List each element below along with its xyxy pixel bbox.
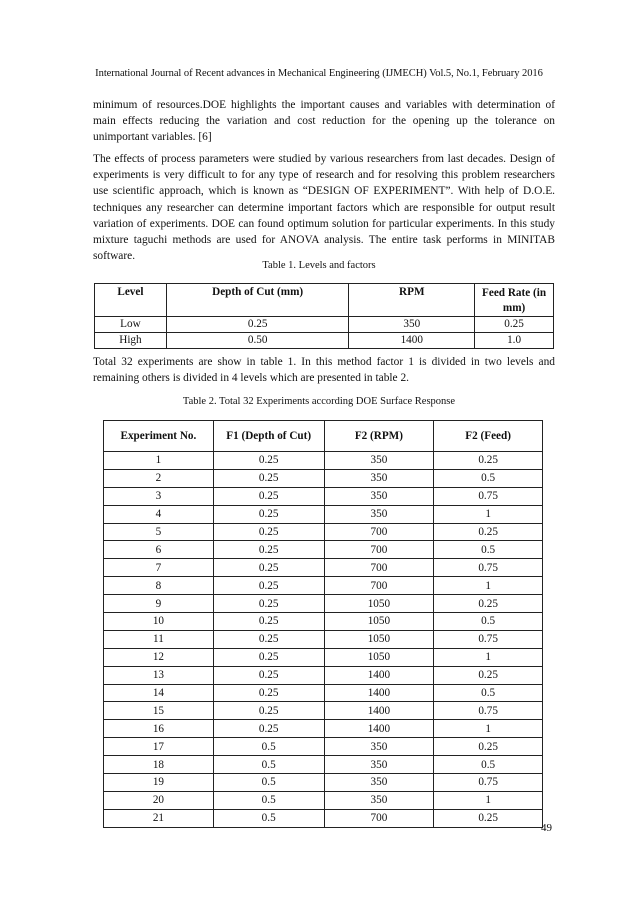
table-cell: 0.5 (434, 469, 543, 487)
table-row (104, 684, 543, 702)
table-cell: 0.25 (434, 809, 543, 827)
table2-header-cell: F2 (RPM) (324, 421, 434, 452)
page-number: 49 (541, 822, 552, 834)
table-cell: 1 (104, 452, 214, 470)
table-cell: 0.25 (213, 595, 324, 613)
table-cell: 0.25 (213, 541, 324, 559)
levels-factors-table (94, 283, 554, 349)
table-row (104, 541, 543, 559)
table-cell: 18 (104, 756, 214, 774)
table-cell: 0.25 (434, 523, 543, 541)
table-cell: 350 (324, 487, 434, 505)
table-row (95, 333, 554, 349)
table-cell: 1400 (324, 720, 434, 738)
table-cell: 1 (434, 720, 543, 738)
table-cell: 0.25 (213, 523, 324, 541)
table-cell: 0.5 (434, 613, 543, 631)
table2-header-cell: Experiment No. (104, 421, 214, 452)
table-cell: 1 (434, 791, 543, 809)
table-cell: 10 (104, 613, 214, 631)
table-cell: 2 (104, 469, 214, 487)
table-cell: 0.75 (434, 630, 543, 648)
table-row (104, 630, 543, 648)
table-cell: 0.25 (213, 559, 324, 577)
table-row (104, 648, 543, 666)
table-cell: 21 (104, 809, 214, 827)
table-cell: 19 (104, 774, 214, 792)
table-cell: 0.25 (434, 738, 543, 756)
table-row (104, 559, 543, 577)
table-cell: 1 (434, 505, 543, 523)
table-cell: 1400 (324, 702, 434, 720)
table-cell: 0.25 (213, 469, 324, 487)
experiments-table (103, 420, 543, 828)
table-cell: 700 (324, 809, 434, 827)
table-cell: 0.25 (434, 666, 543, 684)
table-cell: 0.25 (213, 613, 324, 631)
table-cell: 9 (104, 595, 214, 613)
table-cell: 0.25 (434, 595, 543, 613)
table-cell: 0.25 (213, 684, 324, 702)
table-cell: 0.25 (213, 720, 324, 738)
table-cell: 0.25 (213, 505, 324, 523)
table-cell: 1 (434, 648, 543, 666)
table-cell: 0.5 (434, 684, 543, 702)
table-cell: 1050 (324, 648, 434, 666)
table-cell: 1050 (324, 595, 434, 613)
table-cell: 700 (324, 541, 434, 559)
table-row (104, 791, 543, 809)
table-cell: 0.25 (434, 452, 543, 470)
table2-header-cell: F2 (Feed) (434, 421, 543, 452)
table-cell: 7 (104, 559, 214, 577)
table-cell: Low (95, 317, 167, 333)
table-cell: 16 (104, 720, 214, 738)
table-cell: 350 (324, 756, 434, 774)
table2-header-cell: F1 (Depth of Cut) (213, 421, 324, 452)
table-cell: 0.5 (213, 756, 324, 774)
table1-header-cell: Feed Rate (in mm) (475, 284, 554, 317)
table-cell: 17 (104, 738, 214, 756)
table-cell: High (95, 333, 167, 349)
table-cell: 1 (434, 577, 543, 595)
table-cell: 0.5 (213, 791, 324, 809)
table-cell: 0.75 (434, 487, 543, 505)
table-cell: 0.25 (166, 317, 349, 333)
table-row (104, 666, 543, 684)
table-cell: 1050 (324, 630, 434, 648)
table-cell: 0.25 (213, 452, 324, 470)
table-cell: 1.0 (475, 333, 554, 349)
table-row (95, 317, 554, 333)
table1-header-cell: Level (95, 284, 167, 317)
table-cell: 3 (104, 487, 214, 505)
table-cell: 13 (104, 666, 214, 684)
table1-header-row (95, 284, 554, 317)
table-row (104, 738, 543, 756)
table2-caption: Table 2. Total 32 Experiments according DOE Surface Response (182, 396, 456, 407)
table-cell: 350 (324, 452, 434, 470)
table-row (104, 702, 543, 720)
running-header: International Journal of Recent advances in Mechanical Engineering (IJMECH) Vol.5, No.1, February 2016 (95, 68, 543, 79)
table-row (104, 487, 543, 505)
table-cell: 0.25 (213, 666, 324, 684)
table-cell: 350 (349, 317, 475, 333)
table-cell: 1400 (324, 684, 434, 702)
table2-header-row (104, 421, 543, 452)
table-cell: 1400 (324, 666, 434, 684)
table-cell: 0.5 (213, 738, 324, 756)
table-cell: 350 (324, 505, 434, 523)
table-cell: 350 (324, 791, 434, 809)
table-row (104, 756, 543, 774)
table-cell: 12 (104, 648, 214, 666)
paragraph-design-of-experiments: The effects of process parameters were studied by various researchers from last decades. Design of experiments is very difficult to for any type of research and for resolving this problem researchers use scientific approach, which is known as “DESIGN OF EXPERIMENT”. With help of D.O.E. techniques any researcher can determine important factors which are responsible for output result variation of experiments. DOE can found optimum solution for particular experiments. In this study mixture taguchi methods are used for ANOVA analysis. The entire task performs in MINITAB software. (93, 153, 555, 263)
table-cell: 0.25 (213, 487, 324, 505)
table-cell: 700 (324, 577, 434, 595)
table-cell: 0.75 (434, 702, 543, 720)
table-row (104, 774, 543, 792)
table-row (104, 720, 543, 738)
table1-header-cell: RPM (349, 284, 475, 317)
table-cell: 0.25 (213, 577, 324, 595)
table-cell: 0.25 (475, 317, 554, 333)
table1-caption: Table 1. Levels and factors (262, 260, 376, 271)
table-cell: 8 (104, 577, 214, 595)
table-cell: 700 (324, 559, 434, 577)
table-cell: 0.75 (434, 559, 543, 577)
table-cell: 14 (104, 684, 214, 702)
table-row (104, 595, 543, 613)
paragraph-total-experiments: Total 32 experiments are show in table 1. In this method factor 1 is divided in two levels and remaining others is divided in 4 levels which are presented in table 2. (93, 356, 555, 385)
table1-header-cell: Depth of Cut (mm) (166, 284, 349, 317)
table-row (104, 613, 543, 631)
table-row (104, 523, 543, 541)
table-cell: 350 (324, 469, 434, 487)
table-cell: 0.25 (213, 702, 324, 720)
table-cell: 350 (324, 774, 434, 792)
table-row (104, 809, 543, 827)
table-cell: 0.5 (213, 774, 324, 792)
table-cell: 0.5 (434, 541, 543, 559)
table-cell: 0.50 (166, 333, 349, 349)
table-row (104, 577, 543, 595)
table-cell: 350 (324, 738, 434, 756)
table-cell: 11 (104, 630, 214, 648)
table-cell: 15 (104, 702, 214, 720)
table-cell: 0.75 (434, 774, 543, 792)
table-row (104, 469, 543, 487)
table-row (104, 452, 543, 470)
table-cell: 1050 (324, 613, 434, 631)
table-cell: 20 (104, 791, 214, 809)
table-row (104, 505, 543, 523)
table-cell: 5 (104, 523, 214, 541)
table-cell: 6 (104, 541, 214, 559)
table-cell: 0.25 (213, 648, 324, 666)
table-cell: 1400 (349, 333, 475, 349)
table-cell: 0.5 (213, 809, 324, 827)
table-cell: 0.5 (434, 756, 543, 774)
table-cell: 4 (104, 505, 214, 523)
table-cell: 700 (324, 523, 434, 541)
table-cell: 0.25 (213, 630, 324, 648)
paragraph-doe-intro: minimum of resources.DOE highlights the important causes and variables with determination of main effects reducing the variation and cost reduction for the opening up the tolerance on unimportant variables. [6] (93, 99, 555, 144)
